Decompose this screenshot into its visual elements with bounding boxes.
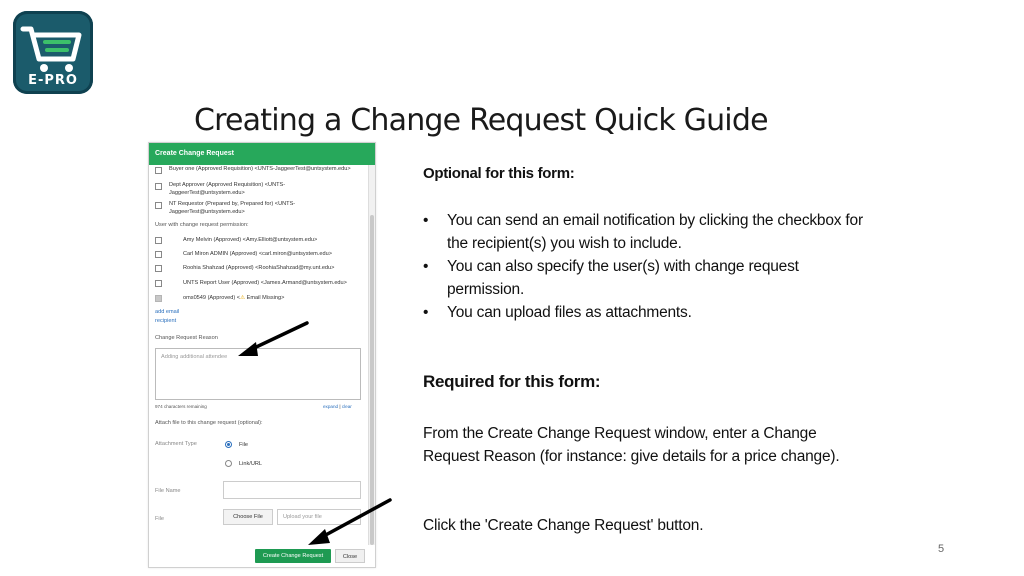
dialog-header: Create Change Request <box>149 143 375 165</box>
permission-user-label: UNTS Report User (Approved) <James.Armand@untsystem.edu> <box>183 280 347 286</box>
choose-file-button[interactable]: Choose File <box>223 509 273 525</box>
recipient-checkbox[interactable] <box>155 167 162 174</box>
optional-heading: Optional for this form: <box>423 165 575 182</box>
recipient-label-cont: JaggeerTest@untsystem.edu> <box>169 190 245 196</box>
optional-bullets <box>423 209 863 324</box>
chars-remaining: 974 characters remaining <box>155 404 207 409</box>
scrollbar-thumb[interactable] <box>370 215 374 545</box>
permission-user-label: oms0549 (Approved) <⚠ Email Missing> <box>183 295 285 301</box>
bullet-dot: • <box>423 304 429 321</box>
required-paragraph-2: Click the 'Create Change Request' button. <box>423 517 704 534</box>
expand-link[interactable]: expand <box>323 404 339 409</box>
expand-clear: expand | clear <box>323 404 352 409</box>
reason-label: Change Request Reason <box>155 335 218 341</box>
file-name-input[interactable] <box>223 481 361 499</box>
create-change-request-dialog <box>148 142 376 568</box>
recipient-checkbox[interactable] <box>155 183 162 190</box>
e-pro-logo <box>13 11 93 94</box>
reason-textarea[interactable] <box>155 348 361 400</box>
link-option-label: Link/URL <box>239 461 263 467</box>
bullet-dot: • <box>423 212 429 229</box>
recipient-label: Buyer one (Approved Requisition) <UNTS-JaggeerTest@untsystem.edu> <box>169 166 351 172</box>
attach-label: Attach file to this change request (optional): <box>155 420 263 426</box>
attachment-type-label: Attachment Type <box>155 441 197 447</box>
recipient-label: NT Requestor (Prepared by, Prepared for) <UNTS- <box>169 201 296 207</box>
upload-placeholder: Upload your file <box>283 514 322 520</box>
link-radio[interactable] <box>225 460 232 467</box>
dialog-body <box>149 165 369 545</box>
permission-user-label: Roohia Shahzad (Approved) <RoohiaShahzad@my.unt.edu> <box>183 265 335 271</box>
add-email-link[interactable]: add email <box>155 309 180 315</box>
file-radio[interactable] <box>225 441 232 448</box>
page-title: Creating a Change Request Quick Guide <box>194 103 768 138</box>
permission-user-checkbox[interactable] <box>155 251 162 258</box>
permission-user-checkbox[interactable] <box>155 237 162 244</box>
required-heading: Required for this form: <box>423 372 601 391</box>
upload-input[interactable] <box>277 509 361 525</box>
recipient-label: Dept Approver (Approved Requisition) <UNTS- <box>169 182 286 188</box>
dialog-scrollbar[interactable] <box>368 165 375 545</box>
recipient-link[interactable]: recipient <box>155 318 177 324</box>
file-option-label: File <box>239 442 249 448</box>
page-number: 5 <box>938 543 945 555</box>
clear-link[interactable]: clear <box>341 404 352 409</box>
bullet-dot: • <box>423 258 429 275</box>
permission-user-checkbox-disabled <box>155 295 162 302</box>
file-label: File <box>155 516 165 522</box>
permission-user-label: Amy Melvin (Approved) <Amy.Elliott@untsystem.edu> <box>183 237 318 243</box>
recipient-checkbox[interactable] <box>155 202 162 209</box>
required-paragraph: From the Create Change Request window, enter a Change Request Reason (for instance: give details for a price change). <box>423 425 840 465</box>
bullet-item: • You can also specify the user(s) with change request permission. <box>423 255 863 301</box>
permission-user-label: Carl Miron ADMIN (Approved) <carl.miron@untsystem.edu> <box>183 251 332 257</box>
bullet-item: • You can send an email notification by clicking the checkbox for the recipient(s) you wish to include. <box>423 209 863 255</box>
permission-label: User with change request permission: <box>155 222 249 228</box>
permission-user-checkbox[interactable] <box>155 280 162 287</box>
create-change-request-button[interactable]: Create Change Request <box>255 549 331 563</box>
reason-placeholder: Adding additional attendee <box>161 354 228 360</box>
bullet-item: • You can upload files as attachments. <box>423 301 863 324</box>
warning-icon: ⚠ <box>240 295 246 301</box>
permission-user-checkbox[interactable] <box>155 265 162 272</box>
logo-text: E-PRO <box>28 73 78 88</box>
file-name-label: File Name <box>155 488 181 494</box>
close-button[interactable]: Close <box>335 549 365 563</box>
dialog-footer <box>149 545 375 567</box>
recipient-label-cont: JaggeerTest@untsystem.edu> <box>169 209 245 215</box>
